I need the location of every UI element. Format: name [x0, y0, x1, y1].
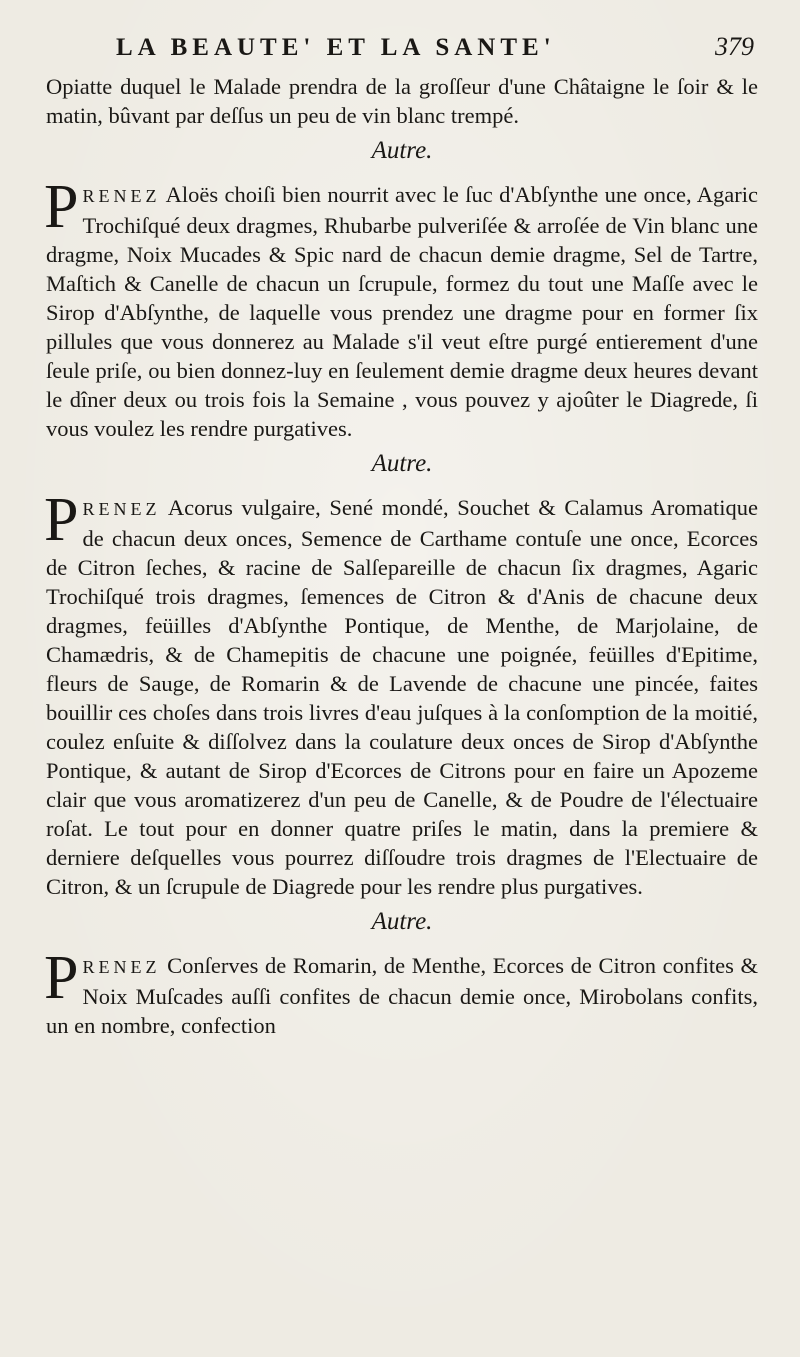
section-2 [46, 449, 758, 901]
section-paragraph [44, 486, 758, 901]
drop-cap: P [44, 486, 79, 554]
lead-word: RENEZ [82, 499, 161, 519]
running-head [46, 28, 758, 72]
section-3 [46, 907, 758, 1040]
running-title: LA BEAUTE' ET LA SANTE' [116, 34, 556, 61]
section-paragraph [44, 173, 758, 443]
lead-word: RENEZ [82, 957, 161, 977]
section-heading: Autre. [371, 908, 433, 935]
intro-paragraph: Opiatte duquel le Malade prendra de la groſſeur d'une Châtaigne le ſoir & le matin, bûvant par deſſus un peu de vin blanc trempé. [46, 74, 758, 128]
section-1 [46, 136, 758, 443]
section-heading: Autre. [371, 450, 433, 477]
drop-cap: P [44, 944, 79, 1012]
lead-word: RENEZ [82, 186, 161, 206]
drop-cap: P [44, 173, 79, 241]
section-heading: Autre. [371, 137, 433, 164]
paragraph-body: Aloës choiſi bien nourrit avec le ſuc d'Abſynthe une once, Agaric Trochiſqué deux dragmes, Rhubarbe pulveriſée & arroſée de Vin blanc une dragme, Noix Mucades & Spic nard de chacun demie dragme, Sel de Tartre, Maſtich & Canelle de chacun un ſcrupule, formez du tout une Maſſe avec le Sirop d'Abſynthe, de laquelle vous prendez une dragme pour en former ſix pillules que vous donnerez au Malade s'il veut eſtre purgé entierement d'une ſeule priſe, ou bien donnez-luy en ſeulement demie dragme deux heures devant le dîner deux ou trois fois la Semaine , vous pouvez y ajoûter le Diagrede, ſi vous voulez les rendre purgatives. [46, 182, 758, 441]
page-number: 379 [715, 32, 754, 61]
section-paragraph [44, 944, 759, 1040]
paragraph-body: Conſerves de Romarin, de Menthe, Ecorces de Citron confites & Noix Muſcades auſſi confites de chacun demie once, Mirobolans confits, un en nombre, confection [46, 953, 759, 1038]
paragraph-body: Acorus vulgaire, Sené mondé, Souchet & Calamus Aromatique de chacun deux onces, Semence de Carthame contuſe une once, Ecorces de Citron ſeches, & racine de Salſepareille de chacun ſix dragmes, Agaric Trochiſqué trois dragmes, ſemences de Citron & d'Anis de chacune deux dragmes, feüilles d'Abſynthe Pontique, de Menthe, de Marjolaine, de Chamædris, & de Chamepitis de chacune une poignée, feüilles d'Epitime, fleurs de Sauge, de Romarin & de Lavende de chacune une pincée, faites bouillir ces choſes dans trois livres d'eau juſques à la conſomption de la moitié, coulez enſuite & diſſolvez dans la coulature deux onces de Sirop d'Abſynthe Pontique, & autant de Sirop d'Ecorces de Citrons pour en faire un Apozeme clair que vous aromatizerez d'un peu de Canelle, & de Poudre de l'électuaire roſat. Le tout pour en donner quatre priſes le matin, dans la premiere & derniere deſquelles vous pourrez diſſoudre trois dragmes de l'Electuaire de Citron, & un ſcrupule de Diagrede pour les rendre plus purgatives. [46, 495, 758, 899]
